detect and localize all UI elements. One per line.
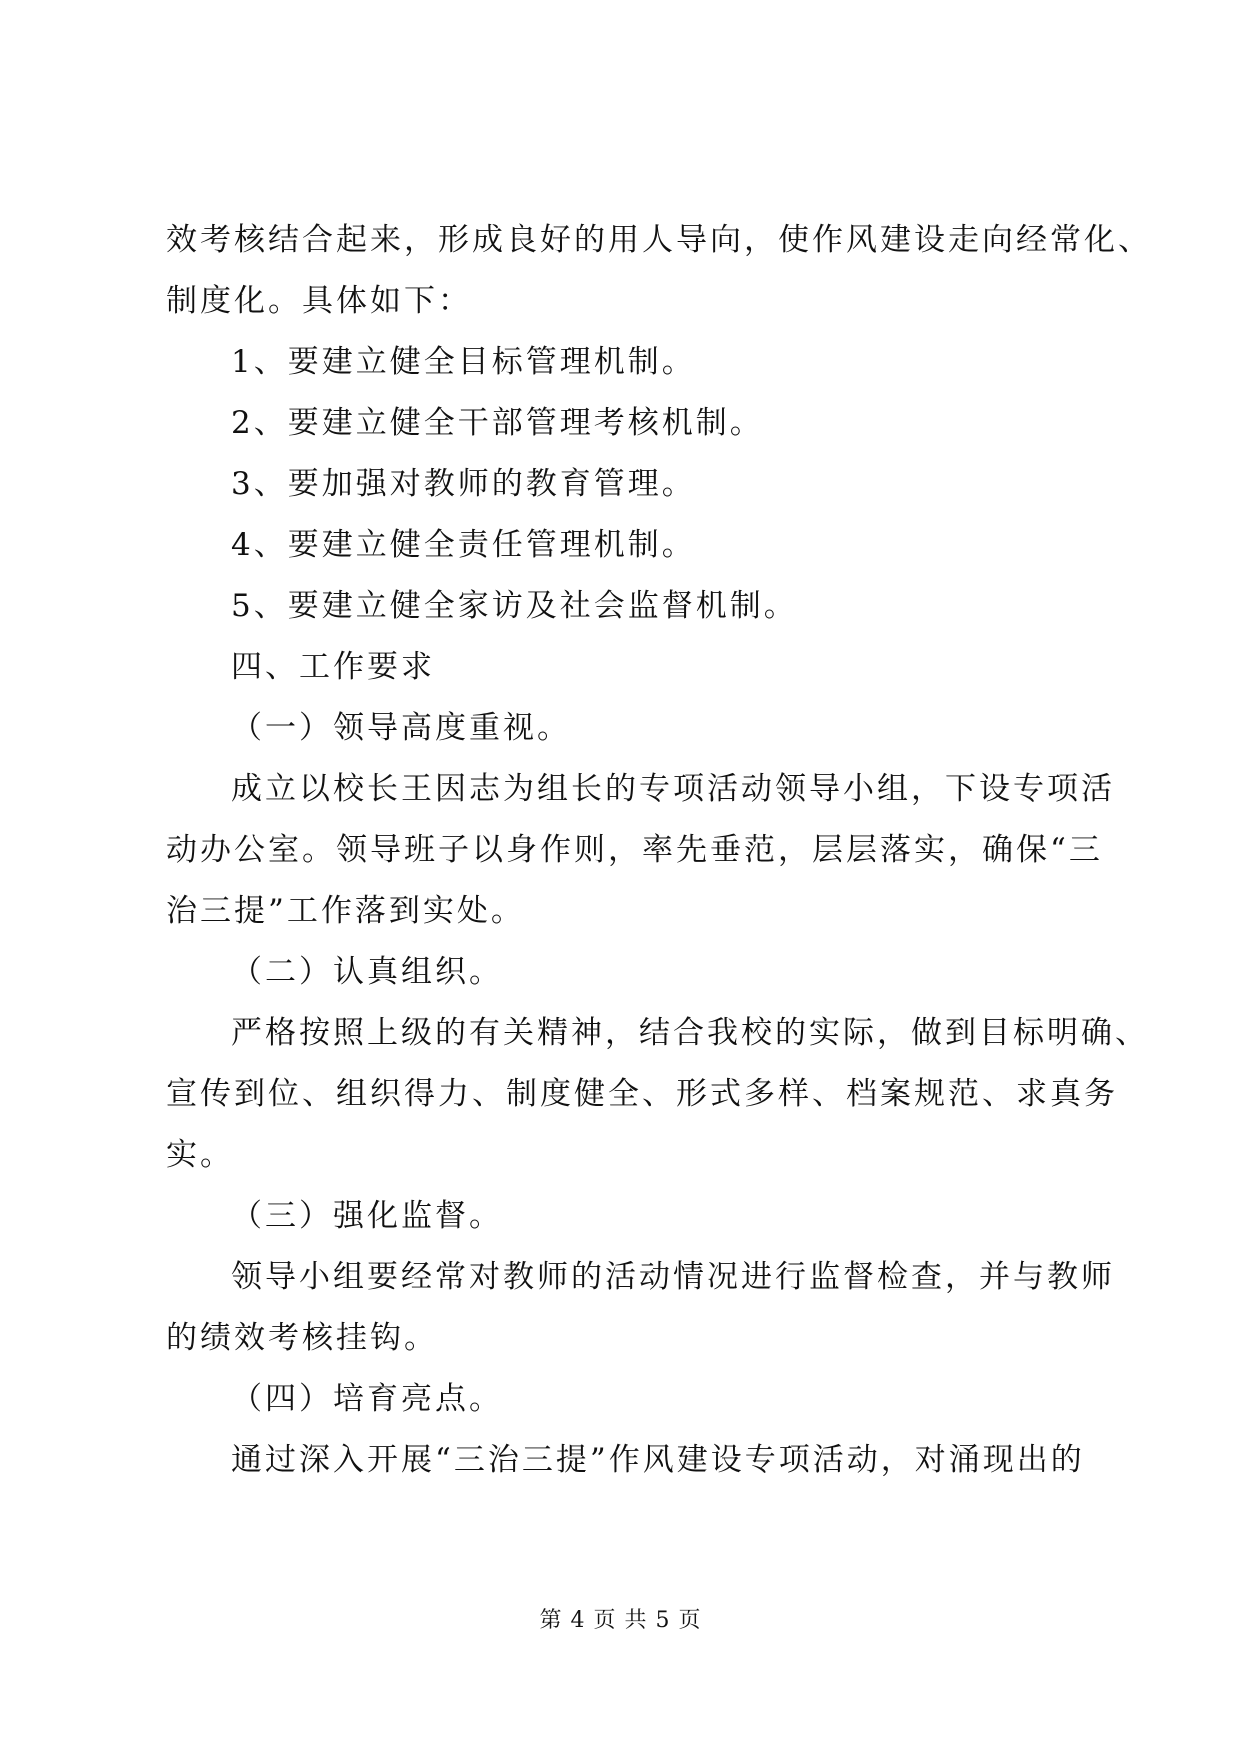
body-line: 实。 xyxy=(166,1137,234,1173)
body-line: 领导小组要经常对教师的活动情况进行监督检查，并与教师 xyxy=(231,1259,1115,1295)
list-item: 1、要建立健全目标管理机制。 xyxy=(231,344,696,380)
body-line: 的绩效考核挂钩。 xyxy=(166,1320,438,1356)
body-line: 治三提”工作落到实处。 xyxy=(166,893,525,929)
list-item: 2、要建立健全干部管理考核机制。 xyxy=(231,405,764,441)
list-item: 3、要加强对教师的教育管理。 xyxy=(231,466,696,502)
body-line: 通过深入开展“三治三提”作风建设专项活动，对涌现出的 xyxy=(231,1442,1085,1478)
subsection-heading: （二）认真组织。 xyxy=(231,954,503,990)
list-item: 4、要建立健全责任管理机制。 xyxy=(231,527,696,563)
section-heading: 四、工作要求 xyxy=(231,649,435,685)
body-line: 宣传到位、组织得力、制度健全、形式多样、档案规范、求真务 xyxy=(166,1076,1118,1112)
list-item: 5、要建立健全家访及社会监督机制。 xyxy=(231,588,798,624)
body-line: 动办公室。领导班子以身作则，率先垂范，层层落实，确保“三 xyxy=(166,832,1103,868)
body-line: 制度化。具体如下： xyxy=(166,283,472,319)
subsection-heading: （三）强化监督。 xyxy=(231,1198,503,1234)
page-footer: 第 4 页 共 5 页 xyxy=(539,1608,702,1633)
body-line: 严格按照上级的有关精神，结合我校的实际，做到目标明确、 xyxy=(231,1015,1149,1051)
body-line: 成立以校长王因志为组长的专项活动领导小组，下设专项活 xyxy=(231,771,1115,807)
subsection-heading: （一）领导高度重视。 xyxy=(231,710,571,746)
body-line: 效考核结合起来，形成良好的用人导向，使作风建设走向经常化、 xyxy=(166,222,1152,258)
subsection-heading: （四）培育亮点。 xyxy=(231,1381,503,1417)
